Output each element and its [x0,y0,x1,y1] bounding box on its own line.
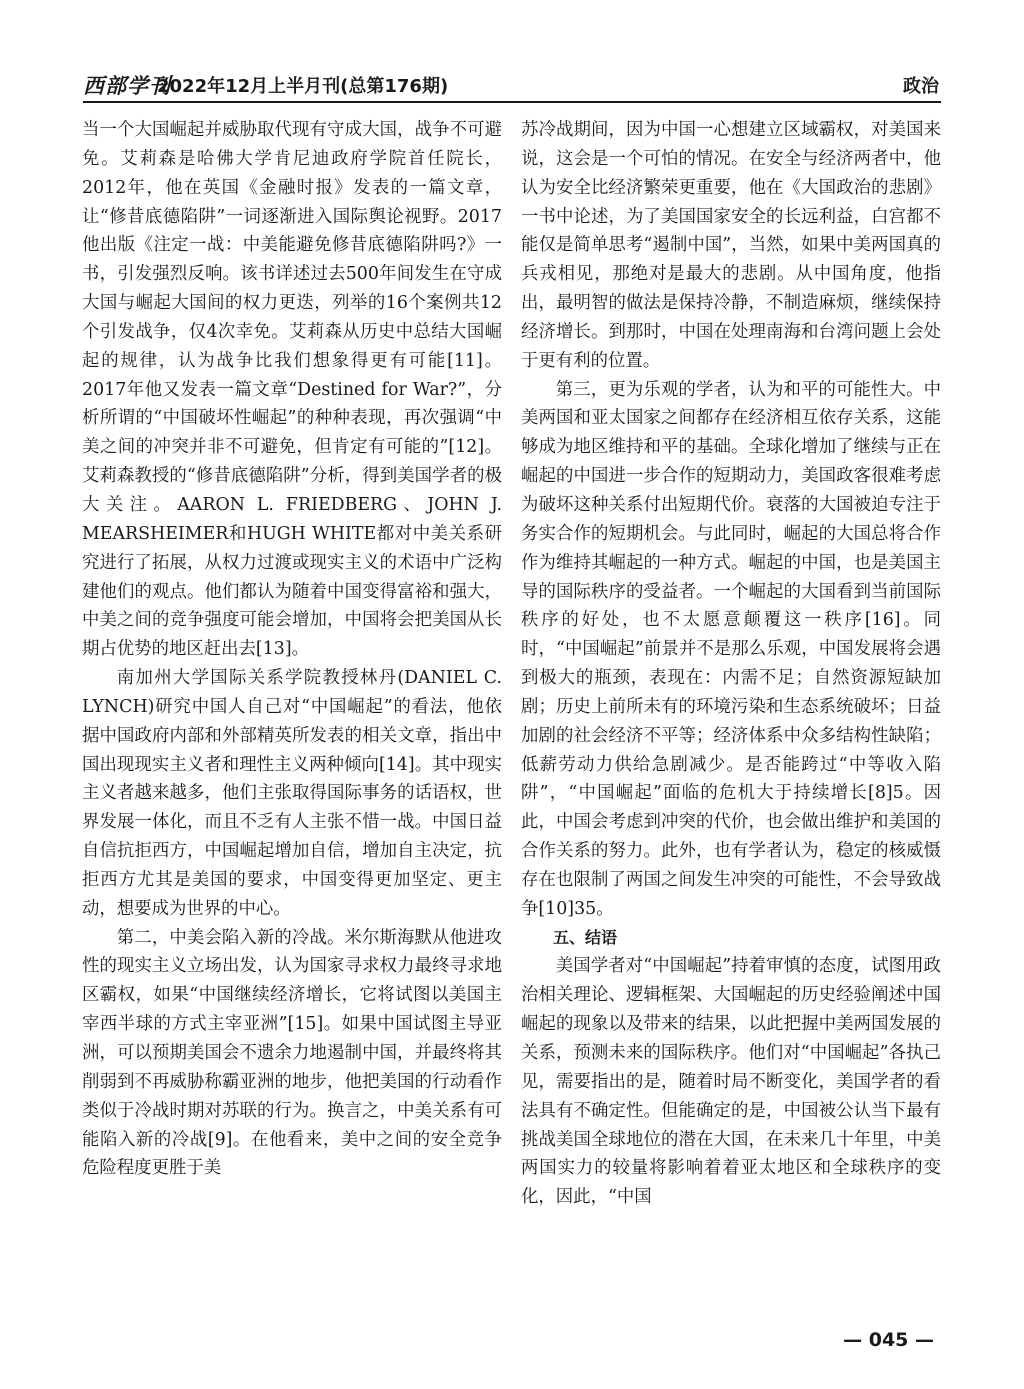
paragraph: 南加州大学国际关系学院教授林丹(DANIEL C. LYNCH)研究中国人自己对“中国崛起”的看法，他依据中国政府内部和外部精英所发表的相关文章，指出中国出现现实主义者和理性主义两种倾向[14]。其中现实主义者越来越多，他们主张取得国际事务的话语权，世界发展一体化，而且不乏有人主张不惜一战。中国日益自信抗拒西方，中国崛起增加自信，增加自主决定，抗拒西方尤其是美国的要求，中国变得更加坚定、更主动，想要成为世界的中心。 [82,668,502,919]
paragraph: 美国学者对“中国崛起”持着审慎的态度，试图用政治相关理论、逻辑框架、大国崛起的历史经验阐述中国崛起的现象以及带来的结果，以此把握中美两国发展的关系，预测未来的国际秩序。他们对“中国崛起”各执己见，需要指出的是，随着时局不断变化，美国学者的看法具有不确定性。但能确定的是，中国被公认当下最有挑战美国全球地位的潜在大国，在未来几十年里，中美两国实力的较量将影响着着亚太地区和全球秩序的变化，因此，“中国 [521,956,941,1208]
left-column [82,116,502,1183]
section-heading: 五、结语 [553,927,618,947]
paragraph: 第二，中美会陷入新的冷战。米尔斯海默从他进攻性的现实主义立场出发，认为国家寻求权力最终寻求地区霸权，如果“中国继续经济增长，它将试图以美国主宰西半球的方式主宰亚洲”[15]。如果中国试图主导亚洲，可以预期美国会不遗余力地遏制中国，并最终将其削弱到不再威胁称霸亚洲的地步，他把美国的行动看作类似于冷战时期对苏联的行为。换言之，中美关系有可能陷入新的冷战[9]。在他看来，美中之间的安全竞争危险程度更胜于美 [82,927,502,1179]
paragraph: 第三，更为乐观的学者，认为和平的可能性大。中美两国和亚太国家之间都存在经济相互依存关系，这能够成为地区维持和平的基础。全球化增加了继续与正在崛起的中国进一步合作的短期动力，美国政客很难考虑为破坏这种关系付出短期代价。衰落的大国被迫专注于务实合作的短期机会。与此同时，崛起的大国总将合作作为维持其崛起的一种方式。崛起的中国，也是美国主导的国际秩序的受益者。一个崛起的大国看到当前国际秩序的好处，也不太愿意颠覆这一秩序[16]。同时，“中国崛起”前景并不是那么乐观，中国发展将会遇到极大的瓶颈，表现在：内需不足；自然资源短缺加剧；历史上前所未有的环境污染和生态系统破坏；日益加剧的社会经济不平等；经济体系中众多结构性缺陷；低薪劳动力供给急剧减少。是否能跨过“中等收入陷阱”，“中国崛起”面临的危机大于持续增长[8]5。因此，中国会考虑到冲突的代价，也会做出维护和美国的合作关系的努力。此外，也有学者认为，稳定的核威慑存在也限制了两国之间发生冲突的可能性，不会导致战争[10]35。 [521,379,941,919]
paragraph: 当一个大国崛起并威胁取代现有守成大国，战争不可避免。艾莉森是哈佛大学肯尼迪政府学院首任院长，2012年，他在英国《金融时报》发表的一篇文章，让“修昔底德陷阱”一词逐渐进入国际舆论视野。2017他出版《注定一战：中美能避免修昔底德陷阱吗?》一书，引发强烈反响。该书详述过去500年间发生在守成大国与崛起大国间的权力更迭，列举的16个案例共12个引发战争，仅4次幸免。艾莉森从历史中总结大国崛起的规律，认为战争比我们想象得更有可能[11]。2017年他又发表一篇文章“Destined for War?”，分析所谓的“中国破坏性崛起”的种种表现，再次强调“中美之间的冲突并非不可避免，但肯定有可能的”[12]。艾莉森教授的“修昔底德陷阱”分析，得到美国学者的极大关注。AARON L. FRIEDBERG、JOHN J. MEARSHEIMER和HUGH WHITE都对中美关系研究进行了拓展，从权力过渡或现实主义的术语中广泛构建他们的观点。他们都认为随着中国变得富裕和强大，中美之间的竞争强度可能会增加，中国将会把美国从长期占优势的地区赶出去[13]。 [82,120,502,660]
section-label: 政治 [903,76,939,97]
issue-info: 2022年12月上半月刊(总第176期) [157,76,449,97]
right-column [521,116,941,1212]
running-header [83,70,941,100]
header-rule [83,101,941,103]
paragraph: 苏冷战期间，因为中国一心想建立区域霸权，对美国来说，这会是一个可怕的情况。在安全与经济两者中，他认为安全比经济繁荣更重要，他在《大国政治的悲剧》一书中论述，为了美国国家安全的长远利益，白宫都不能仅是简单思考“遏制中国”，当然，如果中美两国真的兵戎相见，那绝对是最大的悲剧。从中国角度，他指出，最明智的做法是保持冷静，不制造麻烦，继续保持经济增长。到那时，中国在处理南海和台湾问题上会处于更有利的位置。 [521,120,941,371]
page-number: — 045 — [843,1329,934,1351]
journal-logo: 西部学刊 [83,73,171,98]
